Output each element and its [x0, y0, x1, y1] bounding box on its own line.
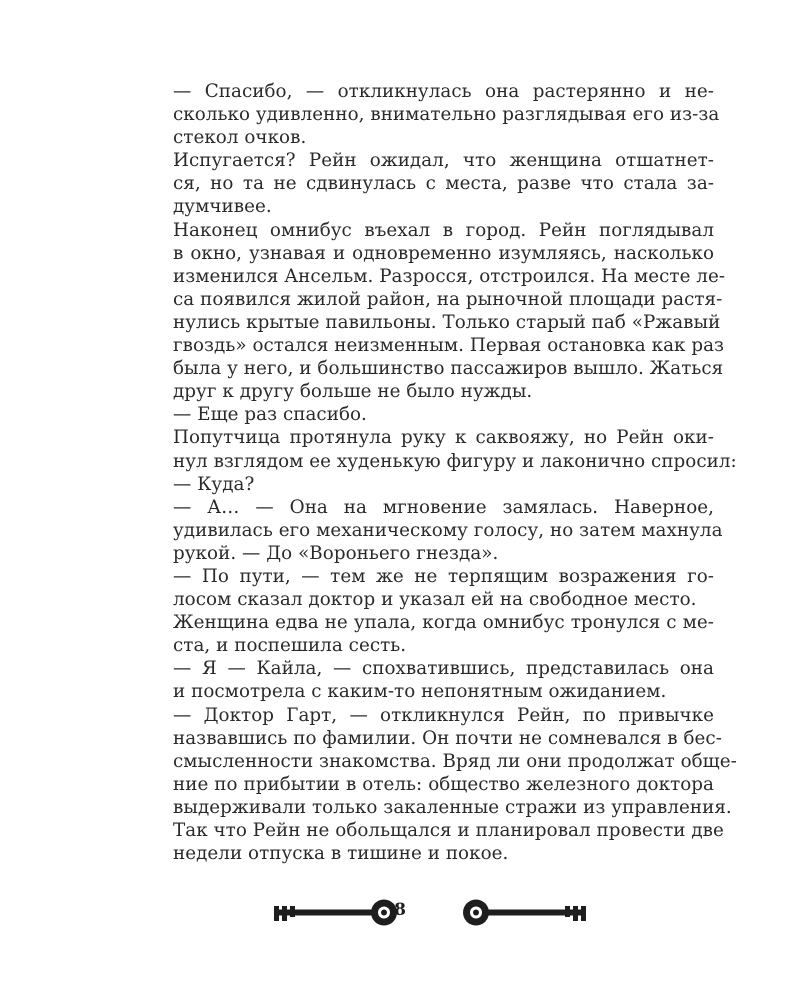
text-line: ние по прибытии в отель: общество железного доктора	[173, 773, 714, 795]
text-line: нул взглядом ее худенькую фигуру и лаконично спросил:	[173, 450, 737, 472]
text-line: нулись крытые павильоны. Только старый паб «Ржавый	[173, 311, 721, 333]
text-line: в окно, узнавая и одновременно изумляясь, насколько	[173, 242, 714, 264]
text-line: и посмотрела с каким-то непонятным ожиданием.	[173, 681, 667, 703]
page-number: 8	[394, 900, 406, 920]
text-line: — Я — Кайла, — спохватившись, представилась она	[173, 658, 714, 680]
text-line: лосом сказал доктор и указал ей на свободное место.	[173, 589, 697, 611]
text-line: са появился жилой район, на рыночной площади растя-	[173, 288, 723, 310]
text-line: Наконец омнибус въехал в город. Рейн поглядывал	[173, 219, 714, 241]
text-line: думчивее.	[173, 196, 272, 218]
key-ornament-icon	[458, 898, 588, 928]
text-line: удивилась его механическому голосу, но затем махнула	[173, 519, 723, 541]
text-line: Женщина едва не упала, когда омнибус тронулся с ме-	[173, 612, 714, 634]
text-line: смысленности знакомства. Вряд ли они продолжат обще-	[173, 750, 737, 772]
text-line: была у него, и большинство пассажиров вышло. Жаться	[173, 358, 724, 380]
text-line: гвоздь» остался неизменным. Первая остановка как раз	[173, 335, 725, 357]
text-line: изменился Ансельм. Разросся, отстроился. На месте ле-	[173, 265, 726, 287]
text-line: друг к другу больше не было нужды.	[173, 381, 533, 403]
text-line: сколько удивленно, внимательно разглядывая его из-за	[173, 104, 720, 126]
text-line: — Доктор Гарт, — откликнулся Рейн, по привычке	[173, 704, 714, 726]
text-line: Попутчица протянула руку к саквояжу, но Рейн оки-	[173, 427, 714, 449]
text-line: ся, но та не сдвинулась с места, разве что стала за-	[173, 173, 714, 195]
text-line: — Еще раз спасибо.	[173, 404, 367, 426]
text-line: — Куда?	[173, 473, 255, 495]
text-body	[173, 80, 737, 865]
text-line: назвавшись по фамилии. Он почти не сомневался в бес-	[173, 727, 722, 749]
text-line: Испугается? Рейн ожидал, что женщина отшатнет-	[173, 150, 714, 172]
text-line: недели отпуска в тишине и покое.	[173, 843, 509, 865]
text-line: рукой. — До «Вороньего гнезда».	[173, 542, 499, 564]
text-line: — Спасибо, — откликнулась она растерянно и не-	[173, 81, 714, 102]
text-line: Так что Рейн не обольщался и планировал провести две	[173, 820, 724, 841]
text-line: — По пути, — тем же не терпящим возражения го-	[173, 565, 714, 587]
page-footer	[0, 895, 800, 931]
text-line: выдерживали только закаленные стражи из управления.	[173, 796, 732, 818]
text-line: — А… — Она на мгновение замялась. Наверное,	[173, 496, 714, 518]
text-line: ста, и поспешила сесть.	[173, 635, 407, 657]
text-line: стекол очков.	[173, 127, 307, 149]
